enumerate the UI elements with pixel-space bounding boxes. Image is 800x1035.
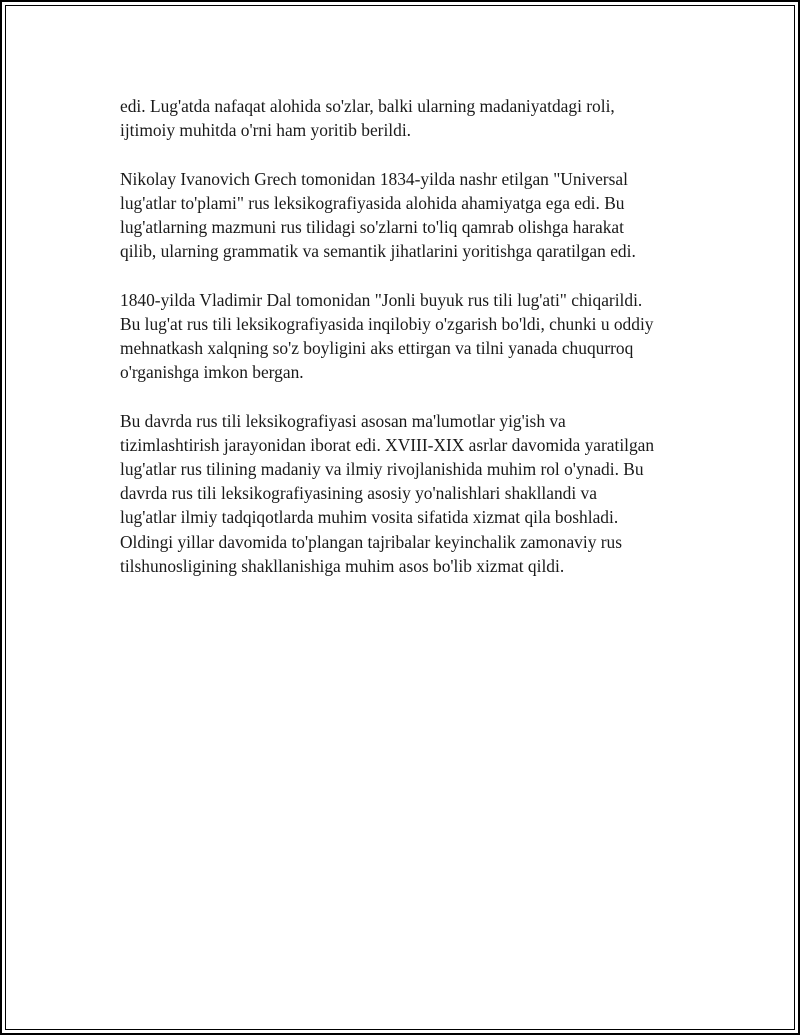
text-line: tizimlashtirish jarayonidan iborat edi. XVIII-XIX asrlar davomida yaratilgan [120, 434, 655, 455]
text-line: o'rganishga imkon bergan. [120, 362, 304, 383]
text-line: Oldingi yillar davomida to'plangan tajribalar keyinchalik zamonaviy rus [120, 531, 623, 552]
text-line: davrda rus tili leksikografiyasining asosiy yo'nalishlari shakllandi va [120, 483, 597, 504]
paragraph [120, 409, 700, 578]
text-line: edi. Lug'atda nafaqat alohida so'zlar, balki ularning madaniyatdagi roli, [120, 96, 615, 116]
document-body [120, 94, 700, 602]
text-line: Bu davrda rus tili leksikografiyasi asosan ma'lumotlar yig'ish va [120, 410, 566, 431]
text-line: 1840-yilda Vladimir Dal tomonidan "Jonli buyuk rus tili lug'ati" chiqarildi. [120, 289, 643, 310]
text-line: lug'atlar to'plami" rus leksikografiyasida alohida ahamiyatga ega edi. Bu [120, 192, 625, 213]
text-line: lug'atlarning mazmuni rus tilidagi so'zlarni to'liq qamrab olishga harakat [120, 217, 624, 237]
text-line: Nikolay Ivanovich Grech tomonidan 1834-yilda nashr etilgan "Universal [120, 168, 628, 189]
text-line: lug'atlar ilmiy tadqiqotlarda muhim vosita sifatida xizmat qila boshladi. [120, 507, 619, 528]
text-line: mehnatkash xalqning so'z boyligini aks ettirgan va tilni yanada chuqurroq [120, 338, 634, 358]
text-line: ijtimoiy muhitda o'rni ham yoritib berildi. [120, 120, 412, 141]
text-line: qilib, ularning grammatik va semantik jihatlarini yoritishga qaratilgan edi. [120, 241, 636, 262]
paragraph [120, 288, 700, 385]
paragraph [120, 94, 700, 142]
text-line: tilshunosligining shakllanishiga muhim asos bo'lib xizmat qildi. [120, 555, 565, 576]
paragraph [120, 167, 700, 264]
text-line: Bu lug'at rus tili leksikografiyasida inqilobiy o'zgarish bo'ldi, chunki u oddiy [120, 313, 654, 334]
text-line: lug'atlar rus tilining madaniy va ilmiy rivojlanishida muhim rol o'ynadi. Bu [120, 459, 644, 479]
